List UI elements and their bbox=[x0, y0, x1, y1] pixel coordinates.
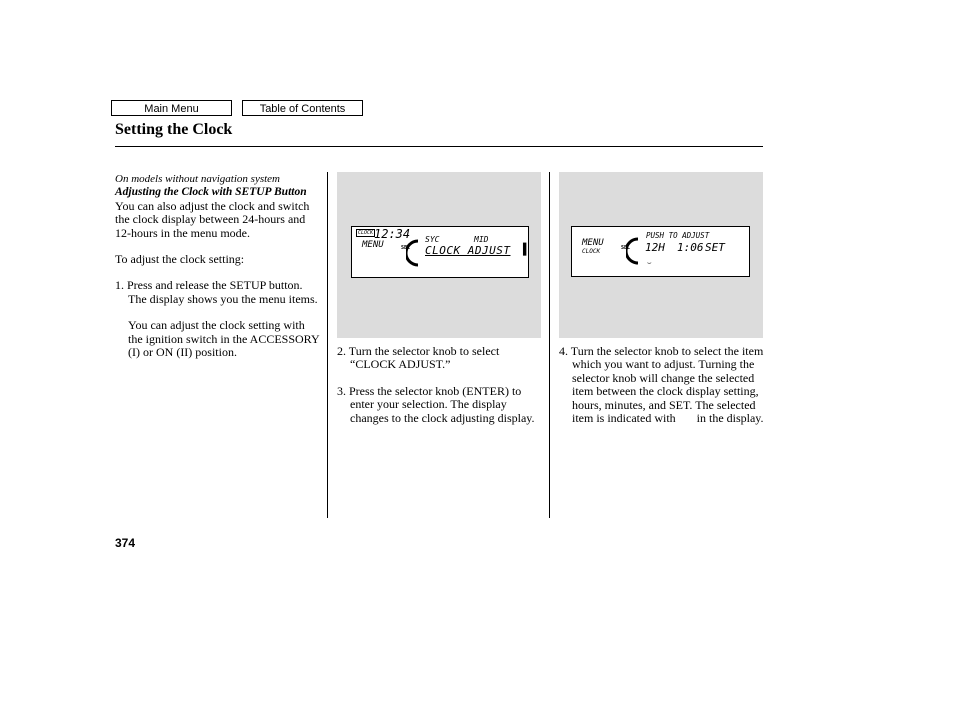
display-figure-clock-adjust bbox=[559, 172, 763, 338]
selector-knob-icon bbox=[406, 239, 420, 267]
sel-label: SEL bbox=[621, 245, 631, 251]
clock-time: 12:34 bbox=[374, 227, 411, 241]
display-figure-menu bbox=[337, 172, 541, 338]
step-3: 3. Press the selector knob (ENTER) to enter your selection. The display changes to the clock adjusting display. bbox=[337, 383, 535, 425]
main-menu-button[interactable]: Main Menu bbox=[111, 100, 232, 116]
column-middle bbox=[337, 345, 542, 425]
lcd-display bbox=[351, 226, 529, 278]
model-note: On models without navigation system bbox=[115, 173, 280, 185]
intro-paragraph: You can also adjust the clock and switch the clock display between 24-hours and 12-hours in the menu mode. bbox=[115, 198, 310, 240]
cursor-bar: ▌ bbox=[523, 243, 530, 256]
menu-item-clock-adjust: CLOCK ADJUST bbox=[425, 244, 511, 257]
syc-label: SYC bbox=[425, 235, 440, 244]
page-number: 374 bbox=[115, 536, 136, 550]
selector-knob-icon bbox=[626, 237, 640, 265]
mid-label: MID bbox=[474, 235, 489, 244]
step-4: 4. Turn the selector knob to select the item which you want to adjust. Turning the selector knob will change the selected item between the clock display setting, hours, minutes, and SET. The selected item is indicated with in the display. bbox=[559, 344, 764, 426]
column-divider bbox=[327, 172, 328, 518]
step-1: 1. Press and release the SETUP button. The display shows you the menu items. bbox=[115, 278, 318, 306]
to-adjust-text: To adjust the clock setting: bbox=[115, 252, 245, 267]
column-right bbox=[559, 345, 764, 425]
clock-mode: 12H bbox=[645, 241, 665, 254]
sel-label: SEL bbox=[401, 245, 411, 251]
title-rule bbox=[115, 146, 763, 147]
clock-label: CLOCK bbox=[582, 248, 601, 255]
table-of-contents-button[interactable]: Table of Contents bbox=[242, 100, 363, 116]
step-1-continued: You can adjust the clock setting with the ignition switch in the ACCESSORY (I) or ON (II) position. bbox=[128, 318, 320, 360]
set-label: SET bbox=[705, 241, 725, 254]
clock-time: 1:06 bbox=[677, 241, 704, 254]
lcd-display bbox=[571, 226, 750, 277]
column-left bbox=[115, 173, 320, 359]
column-divider bbox=[549, 172, 550, 518]
menu-label: MENU bbox=[582, 238, 604, 248]
push-to-adjust-label: PUSH TO ADJUST bbox=[646, 231, 710, 240]
menu-label: MENU bbox=[362, 240, 384, 250]
section-subhead: Adjusting the Clock with SETUP Button bbox=[115, 186, 307, 199]
clock-label: CLOCK bbox=[358, 230, 374, 236]
selected-indicator-icon: ⌣ bbox=[647, 259, 652, 267]
page-title: Setting the Clock bbox=[115, 121, 233, 138]
step-2: 2. Turn the selector knob to select “CLOCK ADJUST.” bbox=[337, 344, 500, 372]
